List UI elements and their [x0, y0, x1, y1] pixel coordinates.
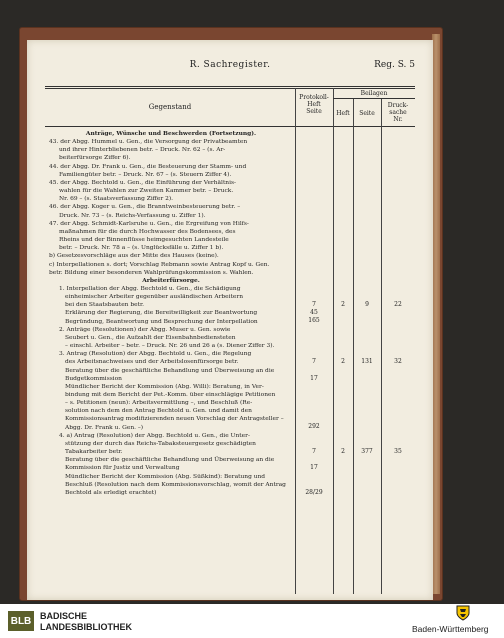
protokoll-value: 292 [308, 423, 320, 431]
register-entry: wahlen für die Wahlen zur Zweiten Kammer betr. – Druck. [59, 188, 234, 195]
register-entry: Druck. Nr. 73 – (s. Reichs-Verfassung u. Ziffer 1). [59, 212, 206, 219]
heft-value: 2 [341, 301, 345, 309]
seite-value: 9 [365, 301, 369, 309]
register-entry: Nr. 69 – (s. Staatsverfassung Ziffer 2). [59, 196, 173, 203]
register-entry: des Arbeitsnachweises und der Arbeitslosenfürsorge betr. [65, 359, 239, 366]
register-entry: bindung mit dem Bericht der Pet.-Komm. über einschlägige Petitionen [65, 392, 276, 398]
column-header-beilagen: Beilagen [360, 90, 388, 97]
table-rule-header [45, 126, 415, 127]
protokoll-value: 45 [310, 309, 318, 317]
register-entry: solution nach dem den Antrag Bechtold u. Gen. und damit den [65, 408, 252, 415]
protokoll-value: 17 [310, 374, 318, 382]
baden-wuerttemberg-label: Baden-Württemberg [412, 624, 489, 634]
register-entry: – einschl. Arbeiter – betr. – Druck. Nr. 26 und 26 a (s. Diener Ziffer 3). [65, 343, 275, 350]
protokoll-value: 17 [310, 464, 318, 472]
register-entry: Mündlicher Bericht der Kommission (Abg. Süßkind): Beratung und [65, 473, 266, 480]
register-entry: Tabakarbeiter betr. [65, 449, 123, 456]
register-entry: Begründung, Beantwortung und Besprechung der Interpellation [65, 318, 258, 325]
register-entry: Beratung über die geschäftliche Behandlung und Überweisung an die [65, 457, 275, 464]
seite-value: 377 [361, 447, 373, 455]
column-divider-protokoll [295, 88, 296, 594]
blb-logo: BLB [8, 611, 34, 631]
column-divider-heft [333, 88, 334, 594]
page-header [27, 60, 433, 74]
register-entry: 43. der Abgg. Hummel u. Gen., die Versorgung der Privatbeamten [49, 139, 248, 146]
column-header-protokoll: Protokoll- Heft Seite [299, 94, 329, 115]
column-divider-drucksache [381, 98, 382, 594]
register-entry: Abgg. Dr. Frank u. Gen. –) [65, 424, 144, 431]
blb-name-line1: BADISCHE [40, 611, 88, 621]
register-entry: einheimischer Arbeiter gegenüber ausländischen Arbeitern [65, 294, 244, 301]
heft-value: 2 [341, 447, 345, 455]
drucksache-value: 22 [394, 301, 402, 309]
blb-name-line2: LANDESBIBLIOTHEK [40, 622, 132, 632]
register-entry: betr. – Druck. Nr. 78 a – (s. Unglücksfälle u. Ziffer 1 b). [59, 245, 224, 252]
protokoll-value: 165 [308, 317, 320, 325]
register-entry: – s. Petitionen (neun): Arbeitsvermittlung –, und Beschluß (Re- [65, 400, 253, 407]
drucksache-value: 35 [394, 447, 402, 455]
register-entry: 44. der Abgg. Dr. Frank u. Gen., die Besteuerung der Stamm- und [49, 163, 247, 170]
protokoll-value: 7 [312, 447, 316, 455]
register-entry: 4. a) Antrag (Resolution) der Abgg. Bechtold u. Gen., die Unter- [59, 432, 250, 439]
heft-value: 2 [341, 358, 345, 366]
section-heading: Anträge, Wünsche und Beschwerden (Fortsetzung). [85, 130, 257, 137]
seite-value: 131 [361, 358, 373, 366]
register-entry: Erklärung der Regierung, die Bereitwilligkeit zur Beantwortung [65, 310, 258, 317]
register-entry: und ihrer Hinterbliebenen betr. – Druck. Nr. 62 – (s. Ar- [59, 147, 226, 154]
register-entry: maßnahmen für die durch Hochwasser des Bodensees, des [59, 228, 236, 235]
drucksache-value: 32 [394, 358, 402, 366]
column-header-drucksache: Druck- sache Nr. [387, 102, 409, 123]
page-header-title: R. Sachregister. [189, 60, 271, 70]
register-entry: c) Interpellationen s. dort; Vorschlag Rebmann sowie Antrag Kopf u. Gen. [49, 261, 270, 268]
register-entry: Familiengüter betr. – Druck. Nr. 67 – (s. Steuern Ziffer 4). [59, 171, 232, 178]
column-header-seite: Seite [359, 110, 375, 117]
column-divider-seite [353, 98, 354, 594]
register-entry: stützung der durch das Reichs-Tabaksteuergesetz geschädigten [65, 440, 256, 447]
page-header-register: Reg. S. 5 [374, 60, 415, 70]
register-entry: Beschluß (Resolution nach dem Kommissionsvorschlag, womit der Antrag [65, 481, 286, 488]
register-entry: betr. Bildung einer besonderen Wahlprüfungskommission s. Wahlen. [49, 269, 254, 276]
register-entry: 45. der Abgg. Bechtold u. Gen., die Einführung der Verhältnis- [49, 179, 237, 186]
register-entry: beiterfürsorge Ziffer 6). [59, 155, 131, 162]
beilagen-rule [333, 98, 415, 99]
baden-wuerttemberg-crest-icon [456, 605, 470, 621]
register-entry: Beratung über die geschäftliche Behandlung und Überweisung an die [65, 367, 275, 374]
protokoll-value: 7 [312, 358, 316, 366]
register-entry: Budgetkommission [65, 375, 122, 382]
register-entry: Rheins und der Binnenflüsse heimgesuchten Landesteile [59, 237, 229, 244]
section-heading: Arbeiterfürsorge. [142, 276, 200, 284]
register-entry: b) Gesetzesvorschläge aus der Mitte des Hauses (keine). [49, 253, 219, 260]
register-entry: Seubert u. Gen., die Aufzahlt der Eisenbahnbediensteten [65, 334, 236, 341]
column-header-heft: Heft [336, 110, 350, 117]
register-entry: 46. der Abgg. Koger u. Gen., die Branntweinbesteuerung betr. – [49, 204, 241, 211]
table-rule-top [45, 88, 415, 89]
register-entry: Bechtold als erledigt erachtet) [65, 489, 157, 496]
header-rule-top [45, 86, 415, 87]
register-entry: Mündlicher Bericht der Kommission (Abg. Willi): Beratung, in Ver- [65, 383, 264, 390]
blb-name [40, 611, 132, 633]
register-entry: 1. Interpellation der Abgg. Bechtold u. Gen., die Schädigung [59, 285, 241, 292]
column-header-gegenstand: Gegenstand [148, 103, 192, 111]
protokoll-value: 7 [312, 301, 316, 309]
register-entry: bei den Staatsbauten betr. [65, 302, 145, 309]
register-entries [49, 130, 293, 497]
protokoll-value: 28/29 [305, 488, 323, 496]
register-entry: 47. der Abgg. Schmidt-Karlsruhe u. Gen., die Ergreifung von Hilfs- [49, 220, 249, 227]
register-entry: Kommission für Justiz und Verwaltung [65, 465, 180, 472]
register-entry: 2. Anträge (Resolutionen) der Abgg. Muser u. Gen. sowie [59, 326, 231, 333]
register-entry: 3. Antrag (Resolution) der Abgg. Bechtold u. Gen., die Regelung [59, 351, 252, 358]
document-page [27, 40, 433, 600]
register-entry: Kommissionsantrag modifizierenden neuen Vorschlag der Antragsteller – [65, 416, 284, 423]
